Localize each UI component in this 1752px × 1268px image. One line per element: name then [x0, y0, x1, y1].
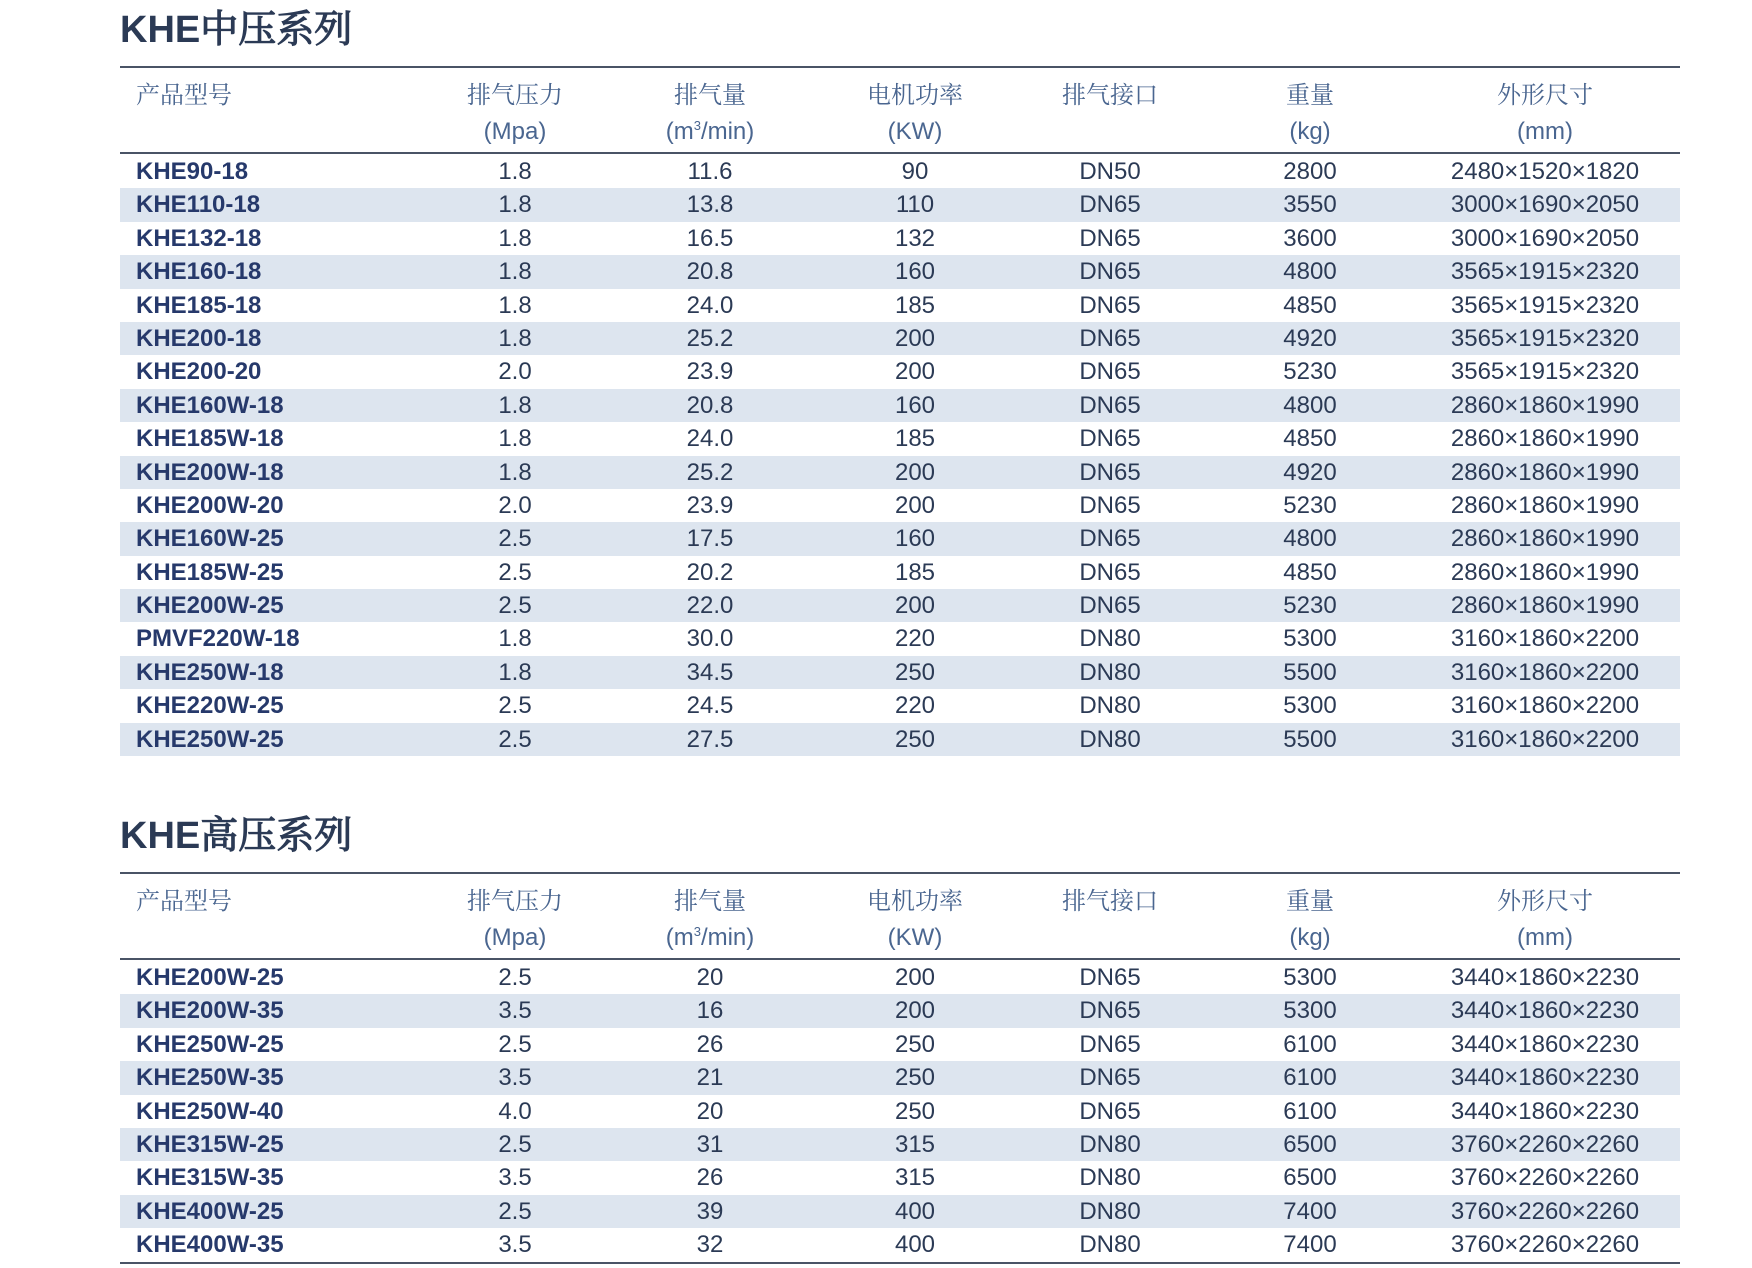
cell-weight: 4800	[1283, 525, 1337, 553]
table-row	[120, 589, 1680, 622]
cell-flow: 34.5	[686, 658, 734, 686]
table-row	[120, 188, 1680, 221]
cell-flow: 24.0	[686, 291, 734, 319]
cell-pressure: 1.8	[498, 291, 532, 319]
cell-flow: 20	[696, 1097, 724, 1125]
table-body	[120, 961, 1680, 1262]
table-header-rule	[120, 958, 1680, 960]
cell-outlet: DN65	[1079, 558, 1141, 586]
cell-power: 200	[894, 358, 936, 386]
cell-flow: 16.5	[686, 224, 734, 252]
cell-outlet: DN65	[1079, 258, 1141, 286]
cell-model: KHE90-18	[136, 158, 249, 185]
cell-model: KHE315W-35	[136, 1164, 284, 1192]
cell-model: KHE185-18	[136, 291, 262, 319]
table-body	[120, 155, 1680, 756]
header-outlet: 排气接口	[1062, 888, 1158, 915]
cell-pressure: 1.8	[498, 458, 532, 486]
table-row	[120, 689, 1680, 722]
cell-power: 200	[894, 592, 936, 620]
cell-model: KHE200W-25	[136, 964, 284, 991]
cell-power: 200	[894, 964, 936, 991]
table-row	[120, 322, 1680, 355]
cell-model: KHE200W-18	[136, 458, 284, 486]
header-outlet: 排气接口	[1062, 82, 1158, 109]
table-row	[120, 456, 1680, 489]
cell-pressure: 2.5	[498, 1130, 532, 1158]
cell-model: KHE250W-40	[136, 1097, 284, 1125]
cell-dimensions: 3565×1915×2320	[1450, 358, 1640, 386]
cell-model: KHE250W-18	[136, 658, 284, 686]
cell-dimensions: 3440×1860×2230	[1450, 1064, 1640, 1092]
table-row	[120, 422, 1680, 455]
cell-outlet: DN65	[1079, 592, 1141, 620]
cell-outlet: DN65	[1079, 491, 1141, 519]
cell-dimensions: 3440×1860×2230	[1450, 1097, 1640, 1125]
cell-flow: 39	[696, 1197, 724, 1225]
section-title: KHE高压系列	[120, 815, 353, 857]
header-dimensions: 外形尺寸 (mm)	[1497, 82, 1593, 145]
cell-pressure: 2.5	[498, 525, 532, 553]
cell-model: KHE160W-18	[136, 391, 284, 419]
cell-outlet: DN65	[1079, 997, 1141, 1025]
cell-pressure: 1.8	[498, 625, 532, 653]
table-header	[120, 878, 1680, 960]
header-model: 产品型号	[136, 82, 232, 109]
table-bottom-rule	[120, 1262, 1680, 1264]
cell-flow: 24.0	[686, 425, 734, 453]
header-dimensions: 外形尺寸 (mm)	[1497, 888, 1593, 951]
cell-flow: 32	[696, 1231, 724, 1259]
cell-power: 185	[894, 558, 936, 586]
cell-flow: 20	[696, 964, 724, 991]
cell-pressure: 1.8	[498, 658, 532, 686]
cell-model: KHE185W-18	[136, 425, 284, 453]
cell-model: KHE110-18	[136, 191, 261, 219]
cell-flow: 30.0	[686, 625, 734, 653]
cell-outlet: DN65	[1079, 391, 1141, 419]
cell-weight: 4800	[1283, 391, 1337, 419]
table-row	[120, 389, 1680, 422]
cell-dimensions: 2860×1860×1990	[1450, 458, 1640, 486]
table-header-rule	[120, 152, 1680, 154]
cell-power: 250	[894, 1030, 936, 1058]
cell-pressure: 3.5	[498, 1231, 532, 1259]
cell-flow: 20.2	[686, 558, 734, 586]
cell-power: 200	[894, 458, 936, 486]
cell-power: 185	[894, 425, 936, 453]
cell-pressure: 2.5	[498, 725, 532, 753]
cell-pressure: 2.5	[498, 1197, 532, 1225]
cell-pressure: 3.5	[498, 997, 532, 1025]
cell-power: 250	[894, 725, 936, 753]
cell-model: KHE400W-25	[136, 1197, 284, 1225]
cell-outlet: DN80	[1079, 725, 1141, 753]
cell-pressure: 1.8	[498, 224, 532, 252]
cell-pressure: 3.5	[498, 1064, 532, 1092]
cell-power: 200	[894, 324, 936, 352]
cell-dimensions: 3440×1860×2230	[1450, 1030, 1640, 1058]
cell-pressure: 1.8	[498, 158, 532, 185]
cell-weight: 5500	[1283, 658, 1337, 686]
cell-weight: 4800	[1283, 258, 1337, 286]
cell-power: 90	[901, 158, 929, 185]
cell-power: 200	[894, 491, 936, 519]
cell-outlet: DN65	[1079, 1030, 1141, 1058]
cell-power: 185	[894, 291, 936, 319]
cell-flow: 25.2	[686, 324, 734, 352]
cell-weight: 5500	[1283, 725, 1337, 753]
table-row	[120, 1195, 1680, 1228]
cell-outlet: DN80	[1079, 1130, 1141, 1158]
cell-outlet: DN65	[1079, 525, 1141, 553]
cell-weight: 6500	[1283, 1164, 1337, 1192]
cell-dimensions: 3565×1915×2320	[1450, 258, 1640, 286]
cell-flow: 25.2	[686, 458, 734, 486]
cell-outlet: DN80	[1079, 1231, 1141, 1259]
cell-dimensions: 2480×1520×1820	[1450, 158, 1640, 185]
table-row	[120, 723, 1680, 756]
header-pressure: 排气压力 (Mpa)	[467, 888, 563, 951]
cell-pressure: 1.8	[498, 258, 532, 286]
cell-flow: 17.5	[686, 525, 734, 553]
cell-outlet: DN80	[1079, 692, 1141, 720]
cell-outlet: DN65	[1079, 964, 1141, 991]
table-top-rule	[120, 872, 1680, 874]
header-pressure: 排气压力 (Mpa)	[467, 82, 563, 145]
header-power: 电机功率 (KW)	[867, 82, 963, 145]
cell-weight: 5300	[1283, 692, 1337, 720]
cell-pressure: 4.0	[498, 1097, 532, 1125]
cell-weight: 5230	[1283, 592, 1337, 620]
cell-model: KHE200-18	[136, 324, 262, 352]
cell-model: KHE185W-25	[136, 558, 284, 586]
cell-weight: 5230	[1283, 491, 1337, 519]
cell-flow: 20.8	[686, 391, 734, 419]
cell-weight: 4850	[1283, 425, 1337, 453]
cell-power: 250	[894, 1064, 936, 1092]
cell-model: KHE200W-25	[136, 592, 284, 620]
table-row	[120, 1161, 1680, 1194]
cell-outlet: DN65	[1079, 425, 1141, 453]
cell-flow: 26	[696, 1164, 724, 1192]
cell-dimensions: 3760×2260×2260	[1450, 1231, 1640, 1259]
cell-weight: 6500	[1283, 1130, 1337, 1158]
cell-power: 315	[894, 1164, 936, 1192]
cell-weight: 4920	[1283, 324, 1337, 352]
cell-dimensions: 3760×2260×2260	[1450, 1130, 1640, 1158]
table-top-rule	[120, 66, 1680, 68]
cell-power: 160	[894, 391, 936, 419]
cell-flow: 16	[696, 997, 724, 1025]
cell-dimensions: 3565×1915×2320	[1450, 324, 1640, 352]
cell-pressure: 1.8	[498, 425, 532, 453]
cell-weight: 6100	[1283, 1030, 1337, 1058]
cell-weight: 6100	[1283, 1097, 1337, 1125]
cell-weight: 5300	[1283, 964, 1337, 991]
table-row	[120, 622, 1680, 655]
cell-flow: 26	[696, 1030, 724, 1058]
cell-dimensions: 2860×1860×1990	[1450, 592, 1640, 620]
cell-weight: 3600	[1283, 224, 1337, 252]
cell-dimensions: 2860×1860×1990	[1450, 558, 1640, 586]
cell-model: KHE200W-35	[136, 997, 284, 1025]
cell-dimensions: 2860×1860×1990	[1450, 525, 1640, 553]
table-row	[120, 994, 1680, 1027]
header-flow: 排气量 $(m^3/\min)$	[665, 82, 755, 145]
cell-pressure: 1.8	[498, 391, 532, 419]
cell-flow: 23.9	[686, 491, 734, 519]
header-weight: 重量 (kg)	[1286, 82, 1334, 145]
section-title: KHE中压系列	[120, 9, 353, 51]
table-row	[120, 1095, 1680, 1128]
cell-outlet: DN65	[1079, 224, 1141, 252]
cell-pressure: 2.0	[498, 491, 532, 519]
header-flow: 排气量 $(m^3/\min)$	[665, 888, 755, 951]
cell-flow: 24.5	[686, 692, 734, 720]
table-row	[120, 489, 1680, 522]
cell-outlet: DN80	[1079, 1197, 1141, 1225]
cell-model: KHE400W-35	[136, 1231, 284, 1259]
cell-model: KHE250W-25	[136, 725, 284, 753]
cell-dimensions: 3160×1860×2200	[1450, 658, 1640, 686]
cell-power: 315	[894, 1130, 936, 1158]
table-row	[120, 556, 1680, 589]
table-row	[120, 1228, 1680, 1261]
table-row	[120, 522, 1680, 555]
cell-weight: 4850	[1283, 291, 1337, 319]
cell-power: 400	[894, 1231, 936, 1259]
cell-pressure: 2.0	[498, 358, 532, 386]
cell-power: 250	[894, 658, 936, 686]
cell-pressure: 1.8	[498, 324, 532, 352]
cell-flow: 21	[696, 1064, 724, 1092]
cell-power: 250	[894, 1097, 936, 1125]
cell-outlet: DN65	[1079, 191, 1141, 219]
cell-pressure: 3.5	[498, 1164, 532, 1192]
cell-power: 220	[894, 625, 936, 653]
cell-outlet: DN50	[1079, 158, 1141, 185]
header-weight: 重量 (kg)	[1286, 888, 1334, 951]
cell-flow: 23.9	[686, 358, 734, 386]
cell-model: KHE315W-25	[136, 1130, 284, 1158]
cell-dimensions: 3440×1860×2230	[1450, 964, 1640, 991]
cell-dimensions: 2860×1860×1990	[1450, 391, 1640, 419]
cell-weight: 3550	[1283, 191, 1337, 219]
table-row	[120, 222, 1680, 255]
cell-dimensions: 2860×1860×1990	[1450, 491, 1640, 519]
cell-pressure: 2.5	[498, 964, 532, 991]
cell-weight: 5300	[1283, 625, 1337, 653]
cell-power: 400	[894, 1197, 936, 1225]
cell-flow: 22.0	[686, 592, 734, 620]
cell-power: 160	[894, 258, 936, 286]
cell-weight: 4920	[1283, 458, 1337, 486]
cell-power: 110	[895, 191, 935, 219]
cell-power: 220	[894, 692, 936, 720]
table-header	[120, 72, 1680, 154]
header-model: 产品型号	[136, 888, 232, 915]
cell-outlet: DN80	[1079, 658, 1141, 686]
cell-flow: 31	[696, 1130, 724, 1158]
table-row	[120, 1061, 1680, 1094]
cell-weight: 6100	[1283, 1064, 1337, 1092]
cell-outlet: DN80	[1079, 625, 1141, 653]
table-row	[120, 961, 1680, 994]
cell-flow: 20.8	[686, 258, 734, 286]
cell-model: KHE200-20	[136, 358, 262, 386]
cell-model: KHE220W-25	[136, 692, 284, 720]
cell-dimensions: 3000×1690×2050	[1450, 224, 1640, 252]
cell-model: KHE200W-20	[136, 491, 284, 519]
table-row	[120, 1128, 1680, 1161]
cell-dimensions: 3000×1690×2050	[1450, 191, 1640, 219]
cell-model: PMVF220W-18	[136, 625, 300, 653]
table-row	[120, 355, 1680, 388]
cell-weight: 7400	[1283, 1197, 1337, 1225]
cell-dimensions: 3760×2260×2260	[1450, 1197, 1640, 1225]
cell-flow: 13.8	[686, 191, 734, 219]
table-row	[120, 155, 1680, 188]
cell-outlet: DN65	[1079, 358, 1141, 386]
cell-flow: 27.5	[686, 725, 734, 753]
cell-weight: 5300	[1283, 997, 1337, 1025]
cell-power: 132	[894, 224, 936, 252]
cell-dimensions: 3160×1860×2200	[1450, 725, 1640, 753]
cell-outlet: DN65	[1079, 291, 1141, 319]
cell-weight: 5230	[1283, 358, 1337, 386]
cell-outlet: DN65	[1079, 1097, 1141, 1125]
table-row	[120, 289, 1680, 322]
cell-weight: 7400	[1283, 1231, 1337, 1259]
table-row	[120, 255, 1680, 288]
cell-power: 160	[894, 525, 936, 553]
cell-outlet: DN65	[1079, 458, 1141, 486]
cell-power: 200	[894, 997, 936, 1025]
cell-model: KHE132-18	[136, 224, 262, 252]
cell-outlet: DN65	[1079, 324, 1141, 352]
cell-model: KHE160-18	[136, 258, 262, 286]
cell-dimensions: 3760×2260×2260	[1450, 1164, 1640, 1192]
table-row	[120, 1028, 1680, 1061]
cell-outlet: DN80	[1079, 1164, 1141, 1192]
cell-pressure: 2.5	[498, 1030, 532, 1058]
cell-dimensions: 3565×1915×2320	[1450, 291, 1640, 319]
cell-model: KHE160W-25	[136, 525, 284, 553]
cell-model: KHE250W-35	[136, 1064, 284, 1092]
cell-pressure: 2.5	[498, 592, 532, 620]
cell-dimensions: 3160×1860×2200	[1450, 625, 1640, 653]
cell-outlet: DN65	[1079, 1064, 1141, 1092]
cell-weight: 4850	[1283, 558, 1337, 586]
cell-pressure: 1.8	[498, 191, 532, 219]
cell-weight: 2800	[1283, 158, 1337, 185]
cell-pressure: 2.5	[498, 692, 532, 720]
cell-model: KHE250W-25	[136, 1030, 284, 1058]
cell-dimensions: 3440×1860×2230	[1450, 997, 1640, 1025]
cell-pressure: 2.5	[498, 558, 532, 586]
cell-flow: 11.6	[687, 158, 733, 185]
cell-dimensions: 2860×1860×1990	[1450, 425, 1640, 453]
table-row	[120, 656, 1680, 689]
cell-dimensions: 3160×1860×2200	[1450, 692, 1640, 720]
header-power: 电机功率 (KW)	[867, 888, 963, 951]
